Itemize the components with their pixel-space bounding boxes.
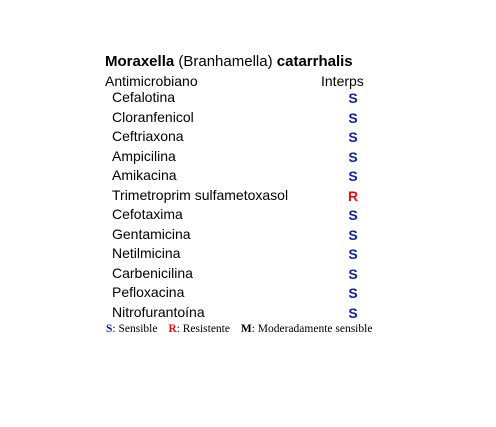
interpretation-result: S: [348, 168, 358, 184]
drug-name: Ceftriaxona: [112, 128, 184, 144]
legend-resistant-text: : Resistente: [176, 323, 230, 335]
legend: [106, 322, 372, 336]
drug-name: Cloranfenicol: [112, 108, 194, 125]
antimicrobial-row: [0, 205, 496, 225]
antimicrobial-row: [0, 264, 496, 284]
drug-name: Netilmicina: [112, 245, 181, 261]
legend-resistant-key: R: [168, 323, 177, 335]
drug-name: Ampicilina: [112, 147, 176, 164]
interpretation-column-header: Interps: [321, 73, 364, 89]
antimicrobial-row: [0, 127, 496, 147]
legend-sensitive-key: S: [106, 323, 113, 335]
antimicrobial-row: [0, 147, 496, 167]
antimicrobial-row: [0, 166, 496, 186]
legend-moderate-key: M: [240, 323, 252, 335]
drug-name: Nitrofurantoína: [112, 303, 205, 320]
antimicrobial-row: [0, 244, 496, 264]
interpretation-result: S: [348, 129, 358, 145]
antimicrobial-row: [0, 88, 496, 108]
legend-sensitive-text: : Sensible: [112, 323, 158, 335]
interpretation-result: S: [348, 265, 358, 282]
antimicrobial-row: [0, 283, 496, 303]
interpretation-result: S: [348, 246, 358, 262]
interpretation-result: R: [347, 187, 359, 204]
antimicrobial-row: [0, 303, 496, 323]
interpretation-result: S: [348, 90, 358, 106]
organism-genus: Moraxella: [105, 53, 175, 70]
drug-name: Trimetroprim sulfametoxasol: [112, 186, 289, 203]
interpretation-result: S: [348, 304, 358, 321]
drug-name: Cefotaxima: [112, 206, 183, 222]
antimicrobial-column-header: Antimicrobiano: [105, 73, 198, 89]
drug-name: Cefalotina: [112, 89, 176, 105]
drug-name: Amikacina: [112, 167, 177, 183]
interpretation-result: S: [348, 148, 358, 165]
interpretation-result: S: [348, 109, 358, 126]
legend-moderate-text: : Moderadamente sensible: [251, 323, 373, 335]
organism-species: catarrhalis: [276, 53, 353, 70]
antimicrobial-row: [0, 225, 496, 245]
antimicrobial-list: [0, 88, 496, 322]
interpretation-result: S: [348, 226, 358, 243]
drug-name: Pefloxacina: [112, 284, 185, 300]
organism-title: [105, 53, 353, 71]
antimicrobial-row: [0, 186, 496, 206]
interpretation-result: S: [348, 285, 358, 301]
organism-subgenus: (Branhamella): [178, 53, 273, 70]
drug-name: Gentamicina: [112, 225, 191, 242]
antimicrobial-row: [0, 108, 496, 128]
interpretation-result: S: [348, 207, 358, 223]
drug-name: Carbenicilina: [112, 264, 193, 281]
